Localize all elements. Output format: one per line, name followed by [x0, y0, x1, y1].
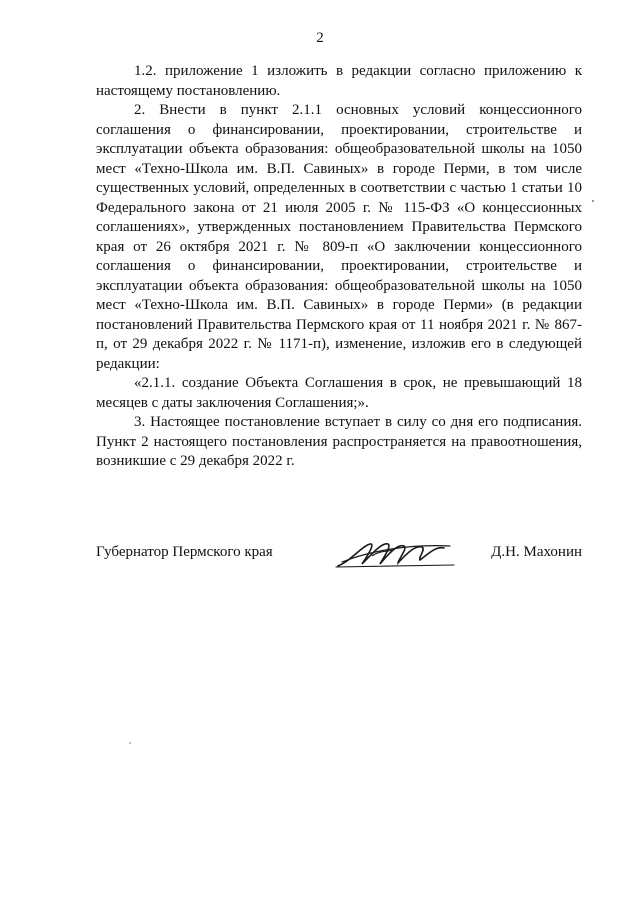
- handwritten-signature: [332, 536, 462, 572]
- paragraph-quoted-amendment: «2.1.1. создание Объекта Соглашения в срок, не превышающий 18 месяцев с даты заключения Соглашения;».: [96, 375, 582, 411]
- signer-position: Губернатор Пермского края: [96, 544, 273, 560]
- paragraph-1-2: 1.2. приложение 1 изложить в редакции согласно приложению к настоящему постановлению.: [96, 63, 582, 99]
- signer-name: Д.Н. Махонин: [491, 544, 582, 560]
- document-body: [96, 62, 582, 472]
- page-number: 2: [316, 30, 324, 46]
- scan-speck: [129, 742, 131, 744]
- scan-speck: [592, 200, 594, 202]
- paragraph-3: 3. Настоящее постановление вступает в силу со дня его подписания. Пункт 2 настоящего постановления распространяется на правоотношения, возникшие с 29 декабря 2022 г.: [96, 414, 582, 469]
- paragraph-2: 2. Внести в пункт 2.1.1 основных условий концессионного соглашения о финансировании, проектировании, строительстве и эксплуатации объекта образования: общеобразовательной школы на 1050 мест «Техно-Школа им. В.П. Савиных» в городе Перми, в том числе существенных условий, определенных в соответствии с частью 1 статьи 10 Федерального закона от 21 июля 2005 г. № 115-ФЗ «О концессионных соглашениях», утвержденных постановлением Правительства Пермского края от 26 октября 2021 г. № 809-п «О заключении концессионного соглашения о финансировании, проектировании, строительстве и эксплуатации объекта образования: общеобразовательной школы на 1050 мест «Техно-Школа им. В.П. Савиных» в городе Перми» (в редакции постановлений Правительства Пермского края от 11 ноября 2021 г. № 867-п, от 29 декабря 2022 г. № 1171-п), изменение, изложив его в следующей редакции:: [96, 102, 582, 372]
- signature-block: [96, 536, 582, 576]
